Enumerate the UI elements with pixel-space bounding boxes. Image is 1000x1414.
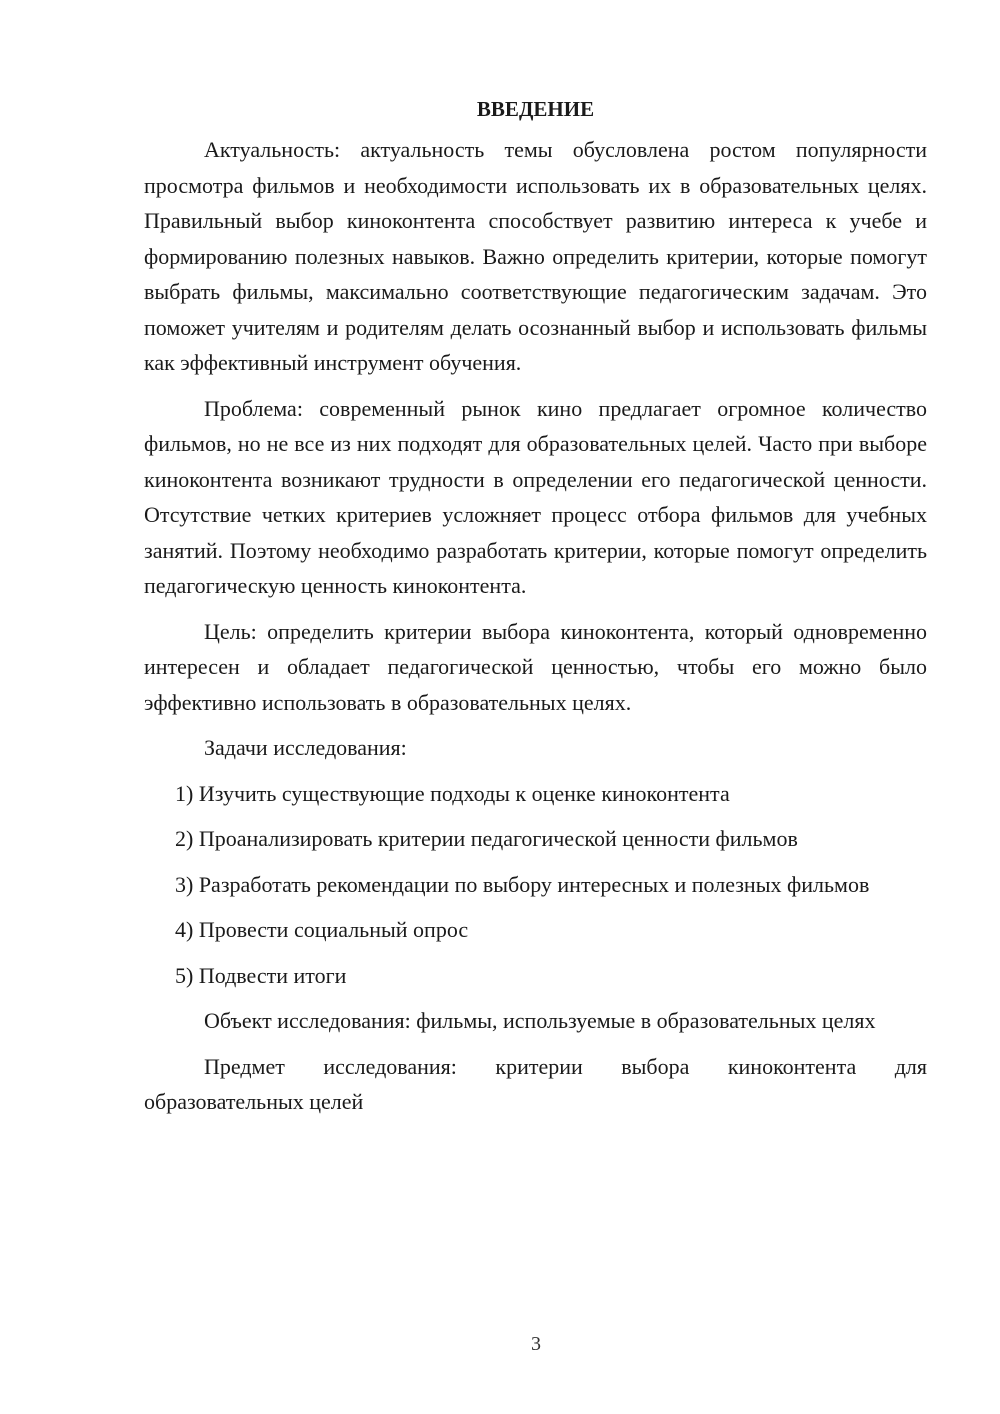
list-item-task-3: 3) Разработать рекомендации по выбору интересных и полезных фильмов [175,871,870,897]
paragraph-problem: Проблема: современный рынок кино предлагает огромное количество фильмов, но не все из них подходят для образовательных целей. Часто при выборе киноконтента возникают трудности в определении его педагогической ценности. Отсутствие четких критериев усложняет процесс отбора фильмов для учебных занятий. Поэтому необходимо разработать критерии, которые помогут определить педагогическую ценность киноконтента. [144,395,927,598]
document-body [144,94,927,1130]
paragraph-goal: Цель: определить критерии выбора киноконтента, который одновременно интересен и обладает педагогической ценностью, чтобы его можно было эффективно использовать в образовательных целях. [144,618,927,715]
paragraph-subject: Предмет исследования: критерии выбора киноконтента для образовательных целей [144,1053,927,1114]
paragraph-relevance: Актуальность: актуальность темы обусловлена ростом популярности просмотра фильмов и необходимости использовать их в образовательных целях. Правильный выбор киноконтента способствует развитию интереса к учебе и формированию полезных навыков. Важно определить критерии, которые помогут выбрать фильмы, максимально соответствующие педагогическим задачам. Это поможет учителям и родителям делать осознанный выбор и использовать фильмы как эффективный инструмент обучения. [144,137,927,375]
list-item-task-2: 2) Проанализировать критерии педагогической ценности фильмов [175,826,798,851]
section-heading: ВВЕДЕНИЕ [476,97,595,121]
list-item-task-5: 5) Подвести итоги [175,962,347,988]
page-number: 3 [531,1333,541,1355]
paragraph-tasks-intro: Задачи исследования: [204,735,407,760]
list-item-task-4: 4) Провести социальный опрос [175,917,469,942]
paragraph-object: Объект исследования: фильмы, используемые в образовательных целях [204,1008,876,1033]
list-item-task-1: 1) Изучить существующие подходы к оценке киноконтента [175,780,730,806]
